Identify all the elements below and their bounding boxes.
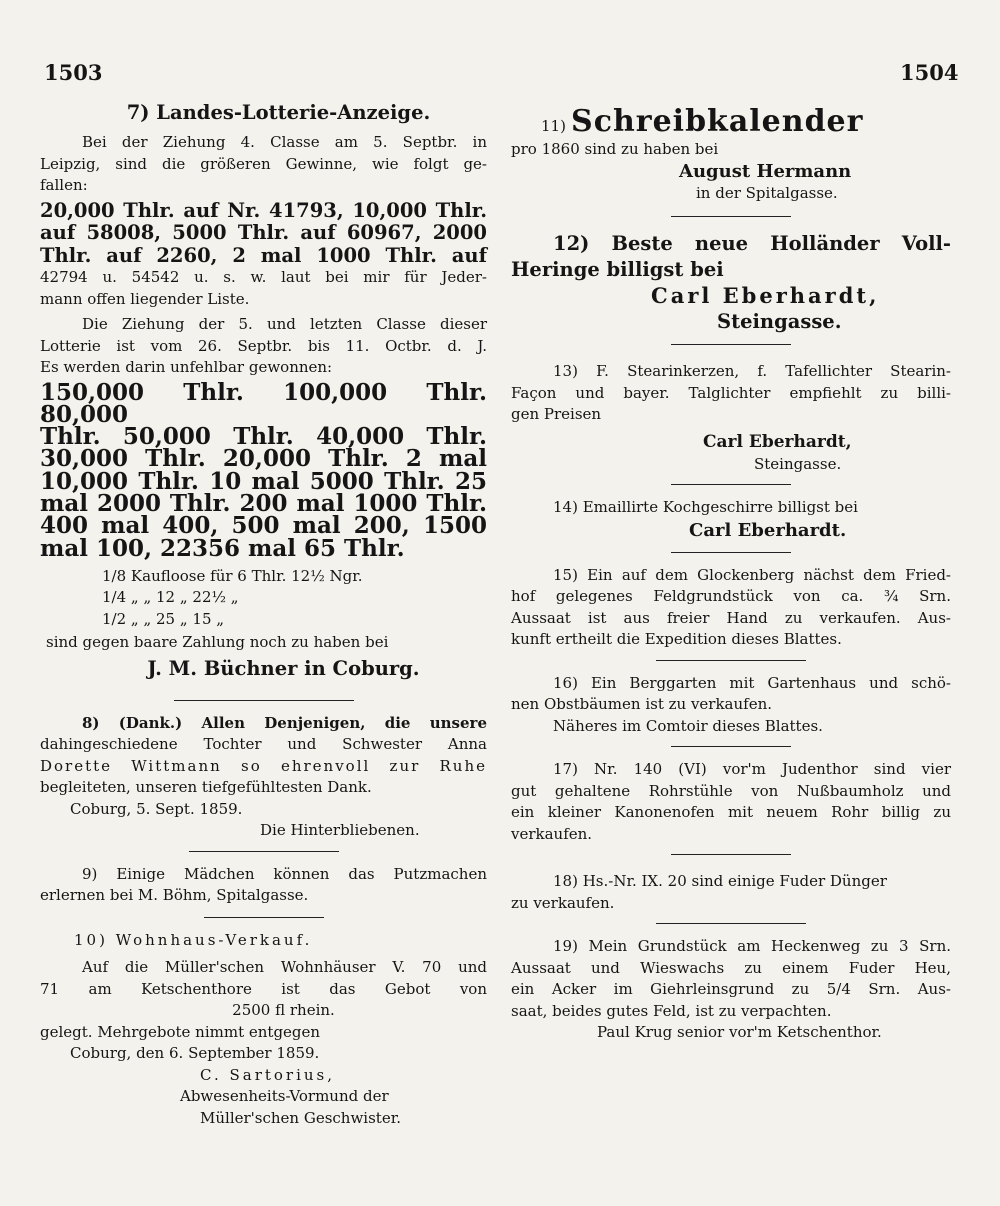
right-column bbox=[511, 100, 951, 1044]
ad-18-manure bbox=[511, 871, 951, 914]
ad-19-lease bbox=[511, 936, 951, 1044]
ad-text-line: Aussaat und Wieswachs zu einem Fuder Heu, bbox=[511, 958, 951, 977]
ad-signature: Die Hinterbliebenen. bbox=[260, 821, 420, 840]
divider bbox=[671, 552, 791, 553]
ad-text-line: Es werden darin unfehlbar gewonnen: bbox=[40, 358, 333, 376]
ad-text-line: 15) Ein auf dem Glockenberg nächst dem Fried- bbox=[553, 565, 951, 584]
ad-text-line: Dorette Wittmann so ehrenvoll zur Ruhe bbox=[40, 756, 487, 775]
ad-text-line: zu verkaufen. bbox=[511, 893, 615, 912]
ad-text-line: 150,000 Thlr. 100,000 Thlr. 80,000 bbox=[40, 378, 487, 428]
ad-amount: 2500 fl rhein. bbox=[232, 1001, 335, 1020]
ad-seller: Carl Eberhardt. bbox=[689, 519, 847, 541]
ad-text-line: Thlr. 50,000 Thlr. 40,000 Thlr. bbox=[40, 423, 487, 451]
divider bbox=[671, 216, 791, 217]
divider bbox=[671, 854, 791, 855]
ad-17-chairs bbox=[511, 759, 951, 845]
ad-text-line: 71 am Ketschenthore ist das Gebot von bbox=[40, 979, 487, 998]
lot-price: „ „ 25 „ 15 „ bbox=[130, 609, 225, 628]
divider bbox=[671, 746, 791, 747]
ad-text-line: hof gelegenes Feldgrundstück von ca. ¾ Srn. bbox=[511, 587, 951, 605]
ad-address: Steingasse. bbox=[717, 310, 842, 333]
ad-place-date: Coburg, den 6. September 1859. bbox=[70, 1044, 320, 1063]
ad-text-line: mal 2000 Thlr. 200 mal 1000 Thlr. bbox=[40, 489, 487, 517]
ad-signature: Müller'schen Geschwister. bbox=[200, 1108, 401, 1127]
lot-price: Kaufloose für 6 Thlr. 12½ Ngr. bbox=[130, 566, 363, 585]
ad-text-line: gelegt. Mehrgebote nimmt entgegen bbox=[40, 1022, 321, 1041]
ad-heading: 10) Wohnhaus-Verkauf. bbox=[74, 930, 313, 949]
ad-text-line: Bei der Ziehung 4. Classe am 5. Septbr. in bbox=[82, 133, 487, 151]
ad-13-candles bbox=[511, 361, 951, 475]
ad-text-line: begleiteten, unseren tiefgefühltesten Dank. bbox=[40, 778, 372, 797]
ad-12-herring bbox=[511, 231, 951, 335]
ad-text-line: mal 100, 22356 mal 65 Thlr. bbox=[40, 534, 405, 562]
ad-8-thanks bbox=[40, 713, 487, 842]
ad-text-line: nen Obstbäumen ist zu verkaufen. bbox=[511, 695, 773, 713]
ad-text-line: Aussaat ist aus freier Hand zu verkaufen. Aus- bbox=[511, 608, 951, 627]
ad-info: Näheres im Comtoir dieses Blattes. bbox=[553, 716, 823, 735]
ad-text-line: mann offen liegender Liste. bbox=[40, 289, 250, 308]
ad-9-millinery bbox=[40, 864, 487, 907]
ad-seller: J. M. Büchner in Coburg. bbox=[147, 656, 420, 680]
ad-text-line: gut gehaltene Rohrstühle von Nußbaumholz und bbox=[511, 781, 951, 800]
ad-text-line: gen Preisen bbox=[511, 405, 602, 423]
divider bbox=[174, 700, 354, 701]
ad-text-line: Die Ziehung der 5. und letzten Classe dieser bbox=[82, 315, 487, 333]
ad-seller: Carl Eberhardt, bbox=[703, 431, 852, 452]
ad-text-line: 8) (Dank.) Allen Denjenigen, die unsere bbox=[82, 713, 487, 732]
ad-title: Schreibkalender bbox=[571, 104, 864, 139]
ad-text-line: 13) F. Stearinkerzen, f. Tafellichter Stearin- bbox=[553, 362, 951, 380]
ad-text-line: Façon und bayer. Talglichter empfiehlt zu billi- bbox=[511, 383, 951, 402]
ad-text-line: Auf die Müller'schen Wohnhäuser V. 70 und bbox=[82, 958, 487, 977]
left-column bbox=[40, 100, 487, 1129]
ad-text-line: auf 58008, 5000 Thlr. auf 60967, 2000 bbox=[40, 221, 487, 244]
ad-text-line: ein kleiner Kanonenofen mit neuem Rohr billig zu bbox=[511, 803, 951, 821]
ad-text-line: dahingeschiedene Tochter und Schwester Anna bbox=[40, 735, 487, 754]
ad-text-line: 10,000 Thlr. 10 mal 5000 Thlr. 25 bbox=[40, 467, 487, 495]
ad-15-field bbox=[511, 565, 951, 651]
ad-seller: August Hermann bbox=[679, 160, 852, 182]
ad-text-line: 12) Beste neue Holländer Voll- bbox=[553, 232, 951, 255]
page-number-left: 1503 bbox=[44, 60, 103, 85]
ad-11-calendar bbox=[511, 104, 951, 204]
ad-text-line: 17) Nr. 140 (VI) vor'm Judenthor sind vier bbox=[553, 760, 951, 778]
ad-text-line: 400 mal 400, 500 mal 200, 1500 bbox=[40, 512, 487, 540]
divider bbox=[656, 660, 806, 661]
ad-seller: Carl Eberhardt, bbox=[651, 283, 880, 308]
divider bbox=[656, 923, 806, 924]
ad-signature: C. Sartorius, bbox=[200, 1065, 336, 1084]
ad-text-line: 18) Hs.-Nr. IX. 20 sind einige Fuder Dünger bbox=[553, 872, 887, 890]
ad-10-house-sale bbox=[40, 930, 487, 1130]
ad-text-line: 20,000 Thlr. auf Nr. 41793, 10,000 Thlr. bbox=[40, 198, 487, 222]
lot-fraction: 1/4 bbox=[102, 588, 127, 607]
ad-heading: 7) Landes-Lotterie-Anzeige. bbox=[126, 101, 431, 124]
ad-text-line: Lotterie ist vom 26. Septbr. bis 11. Octbr. d. J. bbox=[40, 336, 487, 355]
page-number-right: 1504 bbox=[900, 60, 959, 85]
ad-place-date: Coburg, 5. Sept. 1859. bbox=[70, 799, 243, 818]
ad-text-line: kunft ertheilt die Expedition dieses Blattes. bbox=[511, 630, 842, 648]
divider bbox=[189, 851, 339, 852]
ad-text-line: 16) Ein Berggarten mit Gartenhaus und schö- bbox=[553, 673, 951, 692]
ad-signature: Abwesenheits-Vormund der bbox=[180, 1087, 389, 1106]
ad-text-line: pro 1860 sind zu haben bei bbox=[511, 140, 719, 158]
ad-text-line: fallen: bbox=[40, 176, 88, 194]
ad-address: Steingasse. bbox=[754, 454, 842, 473]
ad-text-line: verkaufen. bbox=[511, 824, 593, 843]
ad-text-line: 30,000 Thlr. 20,000 Thlr. 2 mal bbox=[40, 445, 487, 473]
ad-text-line: Leipzig, sind die größeren Gewinne, wie folgt ge- bbox=[40, 154, 487, 173]
ad-text-line: ein Acker im Giehrleinsgrund zu 5/4 Srn. Aus- bbox=[511, 980, 951, 998]
ad-signature: Paul Krug senior vor'm Ketschenthor. bbox=[597, 1023, 882, 1041]
ad-text-line: 42794 u. 54542 u. s. w. laut bei mir für Jeder- bbox=[40, 268, 487, 286]
ad-16-garden bbox=[511, 673, 951, 738]
ad-address: in der Spitalgasse. bbox=[696, 183, 838, 202]
ad-14-cookware bbox=[511, 497, 951, 543]
divider bbox=[671, 344, 791, 345]
ad-number: 11) bbox=[541, 117, 566, 135]
ad-text-line: Thlr. auf 2260, 2 mal 1000 Thlr. auf bbox=[40, 243, 487, 267]
lot-fraction: 1/2 bbox=[102, 609, 127, 628]
ad-text-line: Heringe billigst bei bbox=[511, 258, 724, 281]
divider bbox=[671, 484, 791, 485]
ad-text-line: 14) Emaillirte Kochgeschirre billigst bei bbox=[553, 498, 858, 516]
ad-text-line: sind gegen baare Zahlung noch zu haben bei bbox=[46, 633, 389, 652]
ad-text-line: 9) Einige Mädchen können das Putzmachen bbox=[82, 864, 487, 883]
lot-price-list bbox=[102, 566, 487, 631]
ad-text-line: 19) Mein Grundstück am Heckenweg zu 3 Srn. bbox=[553, 937, 951, 955]
ad-text-line: saat, beides gutes Feld, ist zu verpachten. bbox=[511, 1001, 832, 1020]
ad-7-lottery bbox=[40, 100, 487, 682]
ad-text-line: erlernen bei M. Böhm, Spitalgasse. bbox=[40, 886, 309, 905]
divider bbox=[204, 917, 324, 918]
lot-price: „ „ 12 „ 22½ „ bbox=[130, 588, 239, 607]
lot-fraction: 1/8 bbox=[102, 566, 127, 585]
